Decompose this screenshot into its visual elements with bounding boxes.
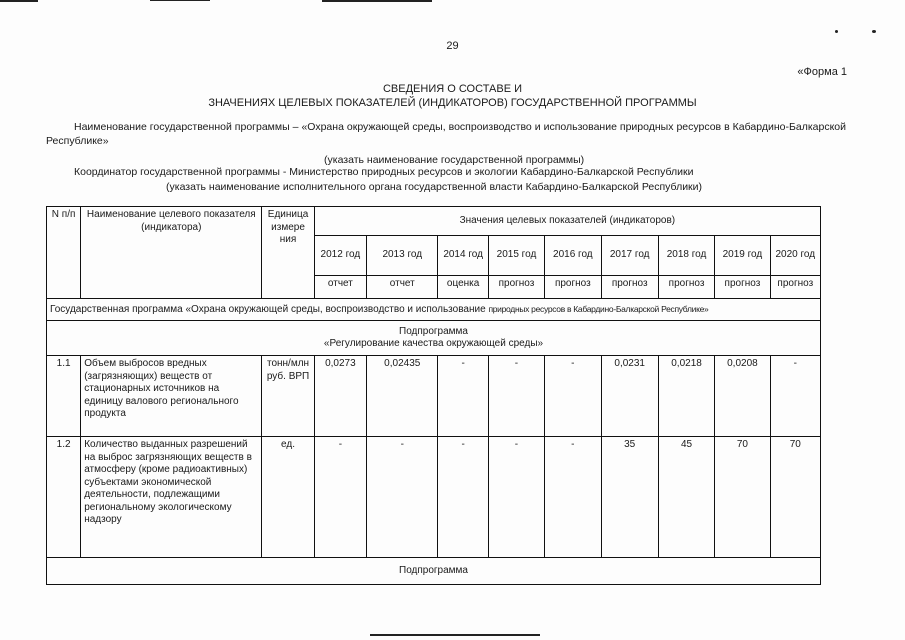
row-value: - bbox=[770, 356, 820, 437]
program-row bbox=[47, 299, 821, 321]
form-label: «Форма 1 bbox=[797, 66, 847, 78]
row-unit: тонн/млн руб. ВРП bbox=[262, 356, 314, 437]
scan-mark-top-center-2 bbox=[322, 0, 432, 2]
program-row-cell bbox=[47, 299, 821, 321]
row-value: 0,02435 bbox=[367, 356, 438, 437]
document-heading-line-1: СВЕДЕНИЯ О СОСТАВЕ И bbox=[382, 83, 523, 95]
subprogram-row bbox=[47, 321, 821, 356]
document-heading-line-2: ЗНАЧЕНИЯХ ЦЕЛЕВЫХ ПОКАЗАТЕЛЕЙ (ИНДИКАТОРОВ) ГОСУДАРСТВЕННОЙ ПРОГРАММЫ bbox=[208, 97, 697, 109]
subprogram-cell bbox=[47, 321, 821, 356]
status-cell: оценка bbox=[438, 276, 488, 299]
program-name-line: Наименование государственной программы – «Охрана окружающей среды, воспроизводство и использование природных ресурсов в Кабардино-Балкарской Республике» bbox=[46, 121, 846, 147]
program-row-text-tail: природных ресурсов в Кабардино-Балкарской Республике» bbox=[488, 303, 709, 314]
row-value: 45 bbox=[658, 437, 714, 558]
status-cell: прогноз bbox=[488, 276, 544, 299]
row-value: 0,0208 bbox=[715, 356, 770, 437]
scan-dot-1 bbox=[835, 30, 838, 33]
program-row-text: Государственная программа «Охрана окружающей среды, воспроизводство и использование bbox=[50, 303, 489, 315]
row-value: - bbox=[438, 437, 488, 558]
coordinator-line: Координатор государственной программы - Министерство природных ресурсов и экологии Кабардино-Балкарской Республики bbox=[74, 166, 694, 178]
scan-mark-top-left bbox=[0, 0, 38, 2]
scan-dot-2 bbox=[872, 30, 876, 33]
year-cell: 2020 год bbox=[770, 236, 820, 276]
row-value: - bbox=[314, 437, 366, 558]
row-value: - bbox=[545, 356, 601, 437]
row-num: 1.2 bbox=[47, 437, 81, 558]
header-indicator-name: Наименование целевого показателя (индикатора) bbox=[81, 207, 262, 299]
row-value: - bbox=[367, 437, 438, 558]
coordinator-hint: (указать наименование исполнительного органа государственной власти Кабардино-Балкарской Республики) bbox=[166, 181, 703, 193]
status-cell: прогноз bbox=[545, 276, 601, 299]
status-cell: прогноз bbox=[658, 276, 714, 299]
row-value: 0,0231 bbox=[601, 356, 658, 437]
scan-mark-top-center bbox=[150, 0, 210, 1]
indicators-table bbox=[46, 206, 821, 585]
status-cell: прогноз bbox=[601, 276, 658, 299]
program-name-hint: (указать наименование государственной программы) bbox=[324, 154, 585, 166]
year-cell: 2012 год bbox=[314, 236, 366, 276]
year-cell: 2014 год bbox=[438, 236, 488, 276]
year-cell: 2015 год bbox=[488, 236, 544, 276]
year-cell: 2019 год bbox=[715, 236, 770, 276]
subprogram-row-2 bbox=[47, 558, 821, 585]
year-cell: 2013 год bbox=[367, 236, 438, 276]
row-value: 35 bbox=[601, 437, 658, 558]
status-cell: прогноз bbox=[715, 276, 770, 299]
row-value: 0,0218 bbox=[658, 356, 714, 437]
row-num: 1.1 bbox=[47, 356, 81, 437]
row-indicator-name: Количество выданных разрешений на выброс загрязняющих веществ в атмосферу (кроме радиоактивных) субъектами экономической деятельности, подлежащими региональному экологическому надзору bbox=[81, 437, 262, 558]
row-value: 0,0273 bbox=[314, 356, 366, 437]
subprogram-title: «Регулирование качества окружающей среды» bbox=[323, 338, 544, 349]
status-cell: отчет bbox=[367, 276, 438, 299]
table-row bbox=[47, 356, 821, 437]
header-values-group: Значения целевых показателей (индикаторов) bbox=[314, 207, 820, 236]
row-value: - bbox=[488, 356, 544, 437]
year-cell: 2016 год bbox=[545, 236, 601, 276]
row-unit: ед. bbox=[262, 437, 314, 558]
row-value: - bbox=[488, 437, 544, 558]
status-cell: отчет bbox=[314, 276, 366, 299]
year-cell: 2017 год bbox=[601, 236, 658, 276]
table-row bbox=[47, 437, 821, 558]
table-header-row bbox=[47, 207, 821, 236]
status-cell: прогноз bbox=[770, 276, 820, 299]
row-value: - bbox=[438, 356, 488, 437]
row-indicator-name: Объем выбросов вредных (загрязняющих) веществ от стационарных источников на единицу валового регионального продукта bbox=[81, 356, 262, 437]
header-unit: Единица измере ния bbox=[262, 207, 314, 299]
subprogram-2-label: Подпрограмма bbox=[47, 558, 821, 585]
page-number: 29 bbox=[446, 40, 459, 52]
subprogram-label: Подпрограмма bbox=[399, 325, 468, 337]
row-value: - bbox=[545, 437, 601, 558]
row-value: 70 bbox=[770, 437, 820, 558]
scan-mark-bottom bbox=[370, 634, 540, 636]
year-cell: 2018 год bbox=[658, 236, 714, 276]
header-num: N п/п bbox=[47, 207, 81, 299]
row-value: 70 bbox=[715, 437, 770, 558]
